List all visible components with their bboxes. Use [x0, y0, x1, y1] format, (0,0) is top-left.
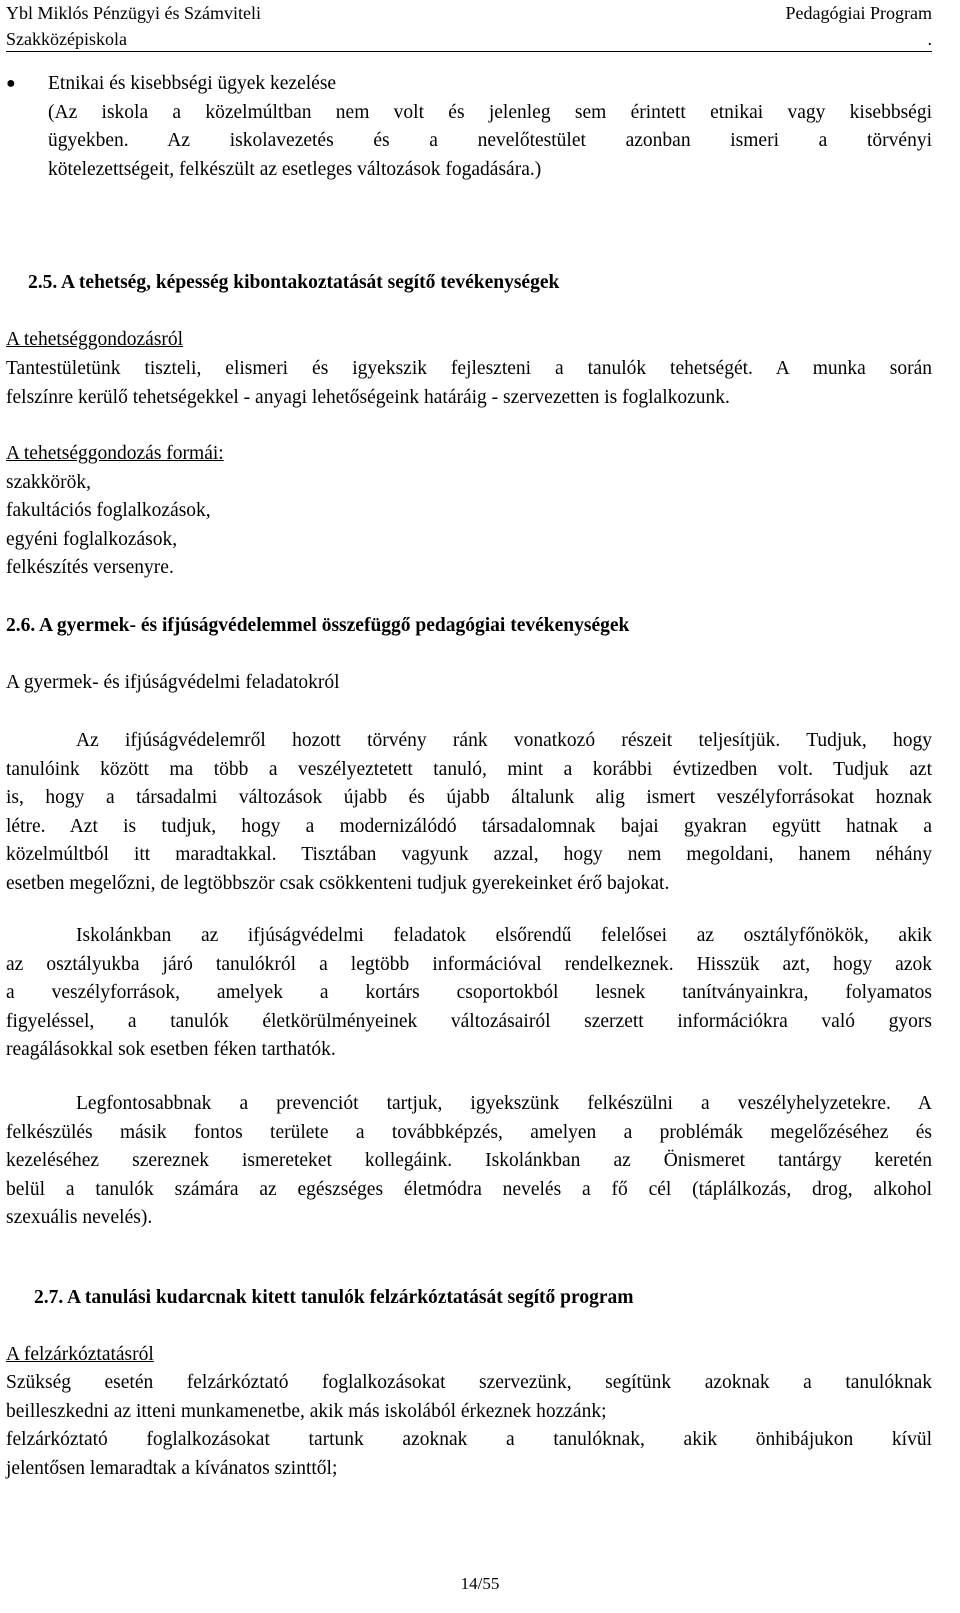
paragraph-line: is, hogy a társadalmi változások újabb és újabb általunk alig ismert veszélyforrásokat hoznak	[6, 787, 932, 808]
section-2-7-paragraph	[6, 1369, 932, 1483]
paragraph-line: esetben megelőzni, de legtöbbször csak csökkenteni tudjuk gyerekeinket érő bajokat.	[6, 872, 670, 894]
document-title	[786, 0, 932, 52]
paragraph-line: felkészülés másik fontos területe a továbbképzés, amelyen a problémák megelőzéséhez és	[6, 1121, 932, 1143]
bullet-item-ethnic-affairs	[6, 70, 932, 184]
section-2-6-subheading: A gyermek- és ifjúságvédelmi feladatokról	[6, 672, 340, 693]
section-2-5-heading: 2.5. A tehetség, képesség kibontakoztatását segítő tevékenységek	[28, 272, 560, 293]
paragraph-line: Szükség esetén felzárkóztató foglalkozásokat szervezünk, segítünk azoknak a tanulóknak	[6, 1372, 932, 1393]
paragraph-line: figyeléssel, a tanulók életkörülményeinek változásairól szerzett információkra való gyors	[6, 1010, 932, 1032]
document-title-line2: .	[927, 29, 932, 49]
school-name	[6, 0, 261, 52]
bullet-line: ügyekben. Az iskolavezetés és a nevelőtestület azonban ismeri a törvényi	[48, 130, 932, 151]
paragraph-line: létre. Azt is tudjuk, hogy a modernizálódó társadalomnak bajai gyakran együtt hatnak a	[6, 815, 932, 837]
paragraph-line: reagálásokkal sok esetben féken tarthatók.	[6, 1039, 336, 1060]
paragraph-line: Iskolánkban az ifjúságvédelmi feladatok elsőrendű felelősei az osztályfőnökök, akik	[76, 925, 932, 946]
list-item: egyéni foglalkozások,	[6, 528, 178, 550]
paragraph-line: közelmúltból itt maradtakkal. Tisztában vagyunk azzal, hogy nem megoldani, hanem néhány	[6, 844, 932, 865]
header-divider	[6, 51, 932, 52]
paragraph-line: beilleszkedni az itteni munkamenetbe, akik más iskolából érkeznek hozzánk;	[6, 1400, 607, 1422]
section-2-6-paragraph-3	[6, 1090, 932, 1233]
paragraph-line: kezeléséhez szereznek ismereteket kollegáink. Iskolánkban az Önismeret tantárgy keretén	[6, 1150, 932, 1171]
paragraph-line: Az ifjúságvédelemről hozott törvény ránk vonatkozó részeit teljesítjük. Tudjuk, hogy	[76, 730, 932, 751]
paragraph-line: a veszélyforrások, amelyek a kortárs csoportokból lesnek tanítványainkra, folyamatos	[6, 982, 932, 1003]
section-2-6-heading: 2.6. A gyermek- és ifjúságvédelemmel összefüggő pedagógiai tevékenységek	[6, 615, 630, 636]
bullet-line: kötelezettségeit, felkészült az esetleges változások fogadására.)	[48, 158, 542, 180]
talent-forms-list	[6, 440, 932, 583]
bullet-marker: ●	[6, 75, 16, 92]
paragraph-line: felzárkóztató foglalkozásokat tartunk azoknak a tanulóknak, akik önhibájukon kívül	[6, 1429, 932, 1450]
section-2-5-subheading: A tehetséggondozásról	[6, 329, 184, 350]
bullet-line: (Az iskola a közelmúltban nem volt és jelenleg sem érintett etnikai vagy kisebbségi	[48, 101, 932, 123]
paragraph-line: tanulóink között ma több a veszélyeztetett tanuló, mint a korábbi évtizedben volt. Tudjuk azt	[6, 758, 932, 780]
section-2-7-heading: 2.7. A tanulási kudarcnak kitett tanulók felzárkóztatását segítő program	[34, 1287, 634, 1308]
paragraph-line: szexuális nevelés).	[6, 1207, 153, 1228]
section-2-5-paragraph	[6, 355, 932, 412]
school-name-line1: Ybl Miklós Pénzügyi és Számviteli	[6, 3, 261, 23]
list-item: fakultációs foglalkozások,	[6, 500, 211, 521]
talent-forms-title: A tehetséggondozás formái:	[6, 443, 224, 464]
paragraph-line: az osztályukba járó tanulókról a legtöbb információval rendelkeznek. Hisszük azt, hogy azok	[6, 953, 932, 975]
paragraph-line: felszínre kerülő tehetségekkel - anyagi lehetőségeink határáig - szervezetten is foglalkozunk.	[6, 386, 730, 408]
paragraph-line: Legfontosabbnak a prevenciót tartjuk, igyekszünk felkészülni a veszélyhelyzetekre. A	[76, 1093, 932, 1114]
paragraph-line: jelentősen lemaradtak a kívánatos szinttől;	[6, 1457, 338, 1479]
list-item: szakkörök,	[6, 471, 92, 493]
paragraph-line: belül a tanulók számára az egészséges életmódra nevelés a fő cél (táplálkozás, drog, alkohol	[6, 1178, 932, 1200]
school-name-line2: Szakközépiskola	[6, 29, 127, 49]
document-title-line1: Pedagógiai Program	[785, 3, 932, 23]
section-2-6-paragraph-2	[6, 922, 932, 1065]
page-number: 14/55	[460, 1574, 500, 1593]
list-item: felkészítés versenyre.	[6, 557, 174, 578]
paragraph-line: Tantestületünk tiszteli, elismeri és igyekszik fejleszteni a tanulók tehetségét. A munka során	[6, 358, 932, 379]
bullet-line: Etnikai és kisebbségi ügyek kezelése	[48, 73, 337, 94]
section-2-6-paragraph-1	[6, 727, 932, 898]
section-2-7-subheading: A felzárkóztatásról	[6, 1344, 154, 1365]
